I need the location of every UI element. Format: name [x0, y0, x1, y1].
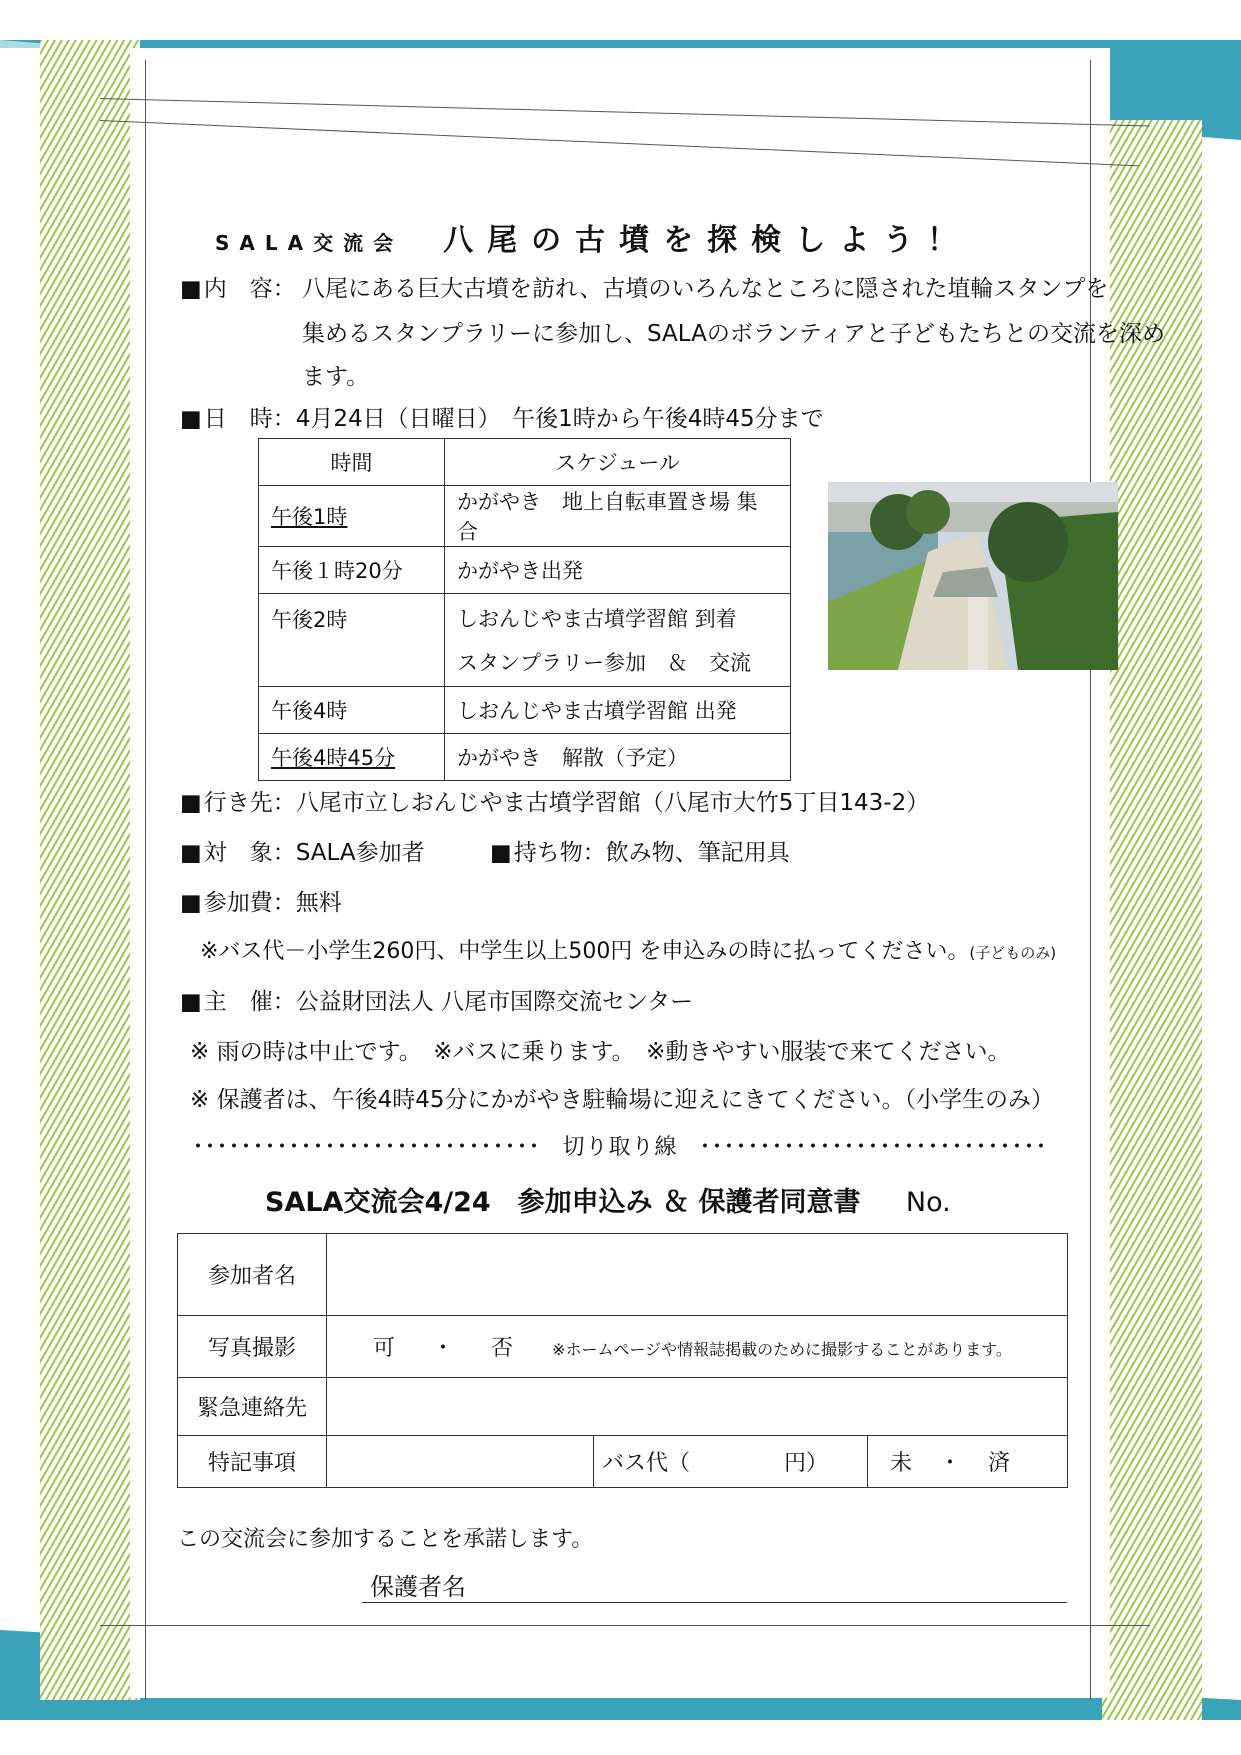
datetime-value: 4月24日（日曜日） 午後1時から午後4時45分まで — [295, 406, 824, 432]
schedule-header-row — [259, 439, 791, 486]
content-line-3: ます。 — [302, 364, 370, 390]
guardian-signature-line[interactable] — [362, 1602, 1067, 1603]
fee-line — [180, 884, 342, 917]
photo-no-option[interactable]: 否 — [491, 1336, 514, 1361]
page-title — [215, 215, 971, 259]
frame-right-line — [1090, 60, 1091, 1700]
bus-fee-label: バス代（ — [602, 1451, 691, 1476]
right-stripe — [1102, 120, 1202, 1720]
schedule-row — [259, 594, 791, 687]
schedule-row — [259, 547, 791, 594]
schedule-row — [259, 486, 791, 547]
schedule-event: しおんじやま古墳学習館 出発 — [445, 687, 791, 734]
content-label: ■ 内 容： — [180, 270, 296, 303]
fee-note-small: (子どものみ) — [969, 944, 1057, 962]
schedule-event: かがやき 地上自転車置き場 集合 — [445, 486, 791, 547]
schedule-time: 午後2時 — [259, 594, 445, 687]
organizer-value: 公益財団法人 八尾市国際交流センター — [295, 989, 694, 1015]
photo-note: ※ホームページや情報誌掲載のために撮影することがあります。 — [552, 1340, 1012, 1359]
schedule-header-event: スケジュール — [445, 439, 791, 486]
schedule-time: 午後4時45分 — [271, 746, 396, 770]
datetime-line — [180, 400, 824, 433]
content-line-1: 八尾にある巨大古墳を訪れ、古墳のいろんなところに隠された埴輪スタンプを — [302, 276, 1109, 302]
special-notes-field[interactable] — [327, 1436, 594, 1488]
participant-name-field[interactable] — [327, 1234, 1068, 1316]
cut-line-label: 切り取り線 — [562, 1135, 678, 1160]
status-paid[interactable]: 済 — [988, 1451, 1011, 1476]
schedule-event: しおんじやま古墳学習館 到着 — [457, 607, 737, 631]
form-row-photo — [178, 1316, 1068, 1378]
emergency-label: 緊急連絡先 — [178, 1378, 327, 1436]
schedule-event: かがやき 解散（予定） — [445, 734, 791, 781]
note-line-2: ※ 保護者は、午後4時45分にかがやき駐輪場に迎えにきてください。（小学生のみ） — [190, 1087, 1054, 1113]
fee-label: 参加費： — [203, 890, 296, 916]
left-stripe — [40, 40, 140, 1700]
cut-line — [180, 1130, 1060, 1161]
schedule-event: かがやき出発 — [445, 547, 791, 594]
status-separator: ・ — [939, 1451, 962, 1476]
form-row-participant — [178, 1234, 1068, 1316]
status-unpaid[interactable]: 未 — [890, 1451, 913, 1476]
schedule-time: 午後4時 — [259, 687, 445, 734]
form-number-label: No. — [905, 1187, 951, 1218]
application-form — [177, 1233, 1068, 1488]
frame-bottom-line — [100, 1625, 1150, 1626]
target-label: 対 象： — [203, 840, 296, 866]
organizer-line — [180, 983, 693, 1016]
target-value: SALA参加者 — [295, 840, 425, 866]
cut-dots-left: ･････････････････････････････ — [192, 1135, 541, 1160]
items-line — [490, 834, 790, 867]
photo-separator: ・ — [432, 1336, 455, 1361]
form-title: SALA交流会4/24 参加申込み ＆ 保護者同意書 No. — [265, 1187, 951, 1218]
organizer-label: 主 催： — [203, 989, 296, 1015]
target-line — [180, 834, 425, 867]
guardian-name-label: 保護者名 — [370, 1573, 466, 1601]
datetime-label: 日 時： — [203, 406, 296, 432]
schedule-table — [258, 438, 791, 781]
items-label: 持ち物： — [513, 840, 606, 866]
fee-value: 無料 — [295, 890, 342, 916]
destination-line — [180, 784, 929, 817]
special-label: 特記事項 — [178, 1436, 327, 1488]
content-line-2: 集めるスタンプラリーに参加し、SALAのボランティアと子どもたちとの交流を深め — [302, 321, 1165, 347]
photo-label: 写真撮影 — [178, 1316, 327, 1378]
title-main: 八尾の古墳を探検しよう！ — [443, 223, 972, 258]
schedule-header-time: 時間 — [259, 439, 445, 486]
schedule-event-2: スタンプラリー参加 ＆ 交流 — [457, 651, 751, 675]
kofun-photo — [828, 482, 1118, 670]
cut-dots-right: ･････････････････････････････ — [699, 1135, 1048, 1160]
fee-note: ※バス代－小学生260円、中学生以上500円 を申込みの時に払ってください。(子どものみ) — [200, 939, 1057, 964]
schedule-row — [259, 734, 791, 781]
consent-text: この交流会に参加することを承諾します。 — [177, 1527, 594, 1552]
form-row-special — [178, 1436, 1068, 1488]
schedule-row — [259, 687, 791, 734]
schedule-time: 午後1時 — [271, 505, 348, 529]
emergency-contact-field[interactable] — [327, 1378, 1068, 1436]
destination-label: 行き先： — [203, 790, 296, 816]
participant-label: 参加者名 — [178, 1234, 327, 1316]
form-row-emergency — [178, 1378, 1068, 1436]
items-value: 飲み物、筆記用具 — [605, 840, 790, 866]
bus-fee-unit: 円） — [784, 1451, 829, 1476]
destination-value: 八尾市立しおんじやま古墳学習館（八尾市大竹5丁目143-2） — [295, 790, 930, 816]
note-line-1: ※ 雨の時は中止です。 ※バスに乗ります。 ※動きやすい服装で来てください。 — [190, 1039, 1011, 1065]
photo-yes-option[interactable]: 可 — [373, 1336, 396, 1361]
schedule-time: 午後１時20分 — [259, 547, 445, 594]
frame-left-line — [145, 60, 146, 1700]
title-prefix: SALA交流会 — [215, 231, 404, 255]
